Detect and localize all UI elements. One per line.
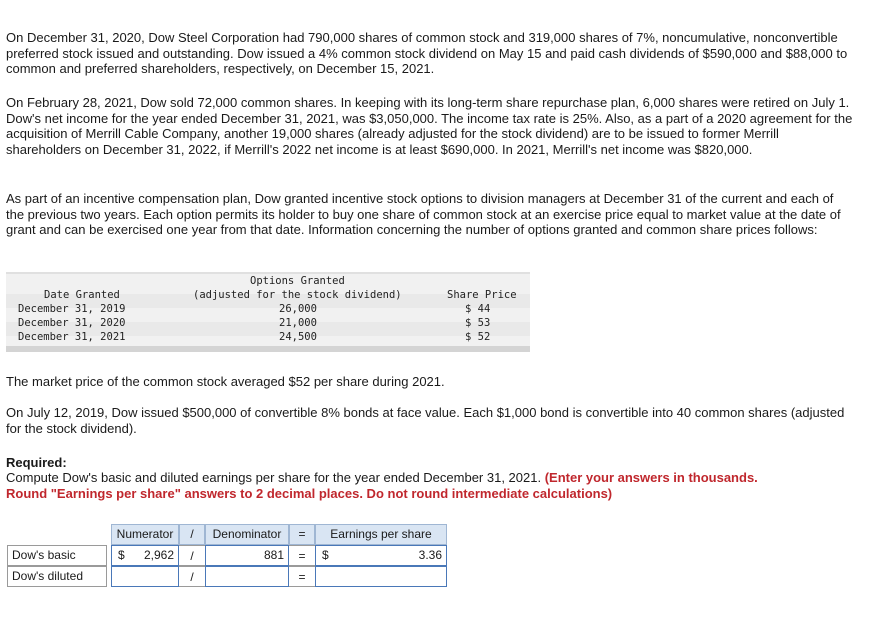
options-header-top: Options Granted [250,275,345,287]
required-text: Compute Dow's basic and diluted earnings per share for the year ended December 31, 2021. [6,470,545,485]
options-table [6,272,530,352]
required-note-2: Round "Earnings per share" answers to 2 decimal places. Do not round intermediate calculations) [6,486,613,501]
convertible-bonds-paragraph: On July 12, 2019, Dow issued $500,000 of convertible 8% bonds at face value. Each $1,000 bond is convertible into 40 common shares (adjusted for the stock dividend). [6,405,845,436]
stock-options-paragraph: As part of an incentive compensation plan, Dow granted incentive stock options to division managers at December 31 of the current and each of the previous two years. Each option permits its holder to buy one share of common stock at an exercise price equal to market value at the date of grant and can be exercised one year from that date. Information concerning the number of options granted and common share prices follows: [6,191,841,238]
basic-eps-input[interactable] [315,545,447,566]
equals-symbol: = [289,566,315,587]
numerator-header: Numerator [111,524,179,545]
diluted-eps-input[interactable] [315,566,447,587]
basic-row-label: Dow's basic [7,545,107,566]
divide-symbol: / [179,545,205,566]
basic-numerator-value: 2,962 [143,548,174,562]
denominator-header: Denominator [205,524,289,545]
required-note-1: (Enter your answers in thousands. [544,470,758,485]
equals-symbol: = [289,545,315,566]
basic-denominator-value: 881 [263,548,284,562]
table-row-price: $ 53 [465,317,491,329]
diluted-numerator-input[interactable] [111,566,179,587]
table-row-options: 21,000 [279,317,317,329]
diluted-denominator-input[interactable] [205,566,289,587]
share-activity-paragraph: On February 28, 2021, Dow sold 72,000 common shares. In keeping with its long-term share repurchase plan, 6,000 shares were retired on July 1. Dow's net income for the year ended December 31, 2021, was $3,050,000. The income tax rate is 25%. Also, as a part of a 2020 agreement for the acquisition of Merrill Cable Company, another 19,000 shares (already adjusted for the stock dividend) are to be issued to former Merrill shareholders on December 31, 2022, if Merrill's 2022 net income is at least $690,000. In 2021, Merrill's net income was $820,000. [6,95,853,157]
equals-header: = [289,524,315,545]
table-row-date: December 31, 2021 [18,331,126,343]
basic-eps-value: 3.36 [418,548,442,562]
divide-symbol: / [179,566,205,587]
intro-paragraph: On December 31, 2020, Dow Steel Corporation had 790,000 shares of common stock and 319,000 shares of 7%, noncumulative, nonconvertible preferred stock issued and outstanding. Dow issued a 4% common stock dividend on May 15 and paid cash dividends of $590,000 and $88,000 to common and preferred shareholders, respectively, on December 15, 2021. [6,30,848,77]
table-row-date: December 31, 2020 [18,317,126,329]
slash-header: / [179,524,205,545]
table-row-date: December 31, 2019 [18,303,126,315]
basic-denominator-input[interactable] [205,545,289,566]
date-granted-header: Date Granted [44,289,120,301]
options-granted-header: (adjusted for the stock dividend) [193,289,402,301]
required-heading: Required: [6,455,67,470]
table-row-options: 26,000 [279,303,317,315]
table-row-options: 24,500 [279,331,317,343]
market-price-paragraph: The market price of the common stock averaged $52 per share during 2021. [6,374,445,389]
share-price-header: Share Price [447,289,517,301]
basic-numerator-input[interactable] [111,545,179,566]
diluted-row-label: Dow's diluted [7,566,107,587]
table-row-price: $ 52 [465,331,491,343]
currency-symbol: $ [322,548,329,562]
required-instructions [6,470,866,502]
table-row-price: $ 44 [465,303,491,315]
currency-symbol: $ [118,548,125,562]
eps-header: Earnings per share [315,524,447,545]
